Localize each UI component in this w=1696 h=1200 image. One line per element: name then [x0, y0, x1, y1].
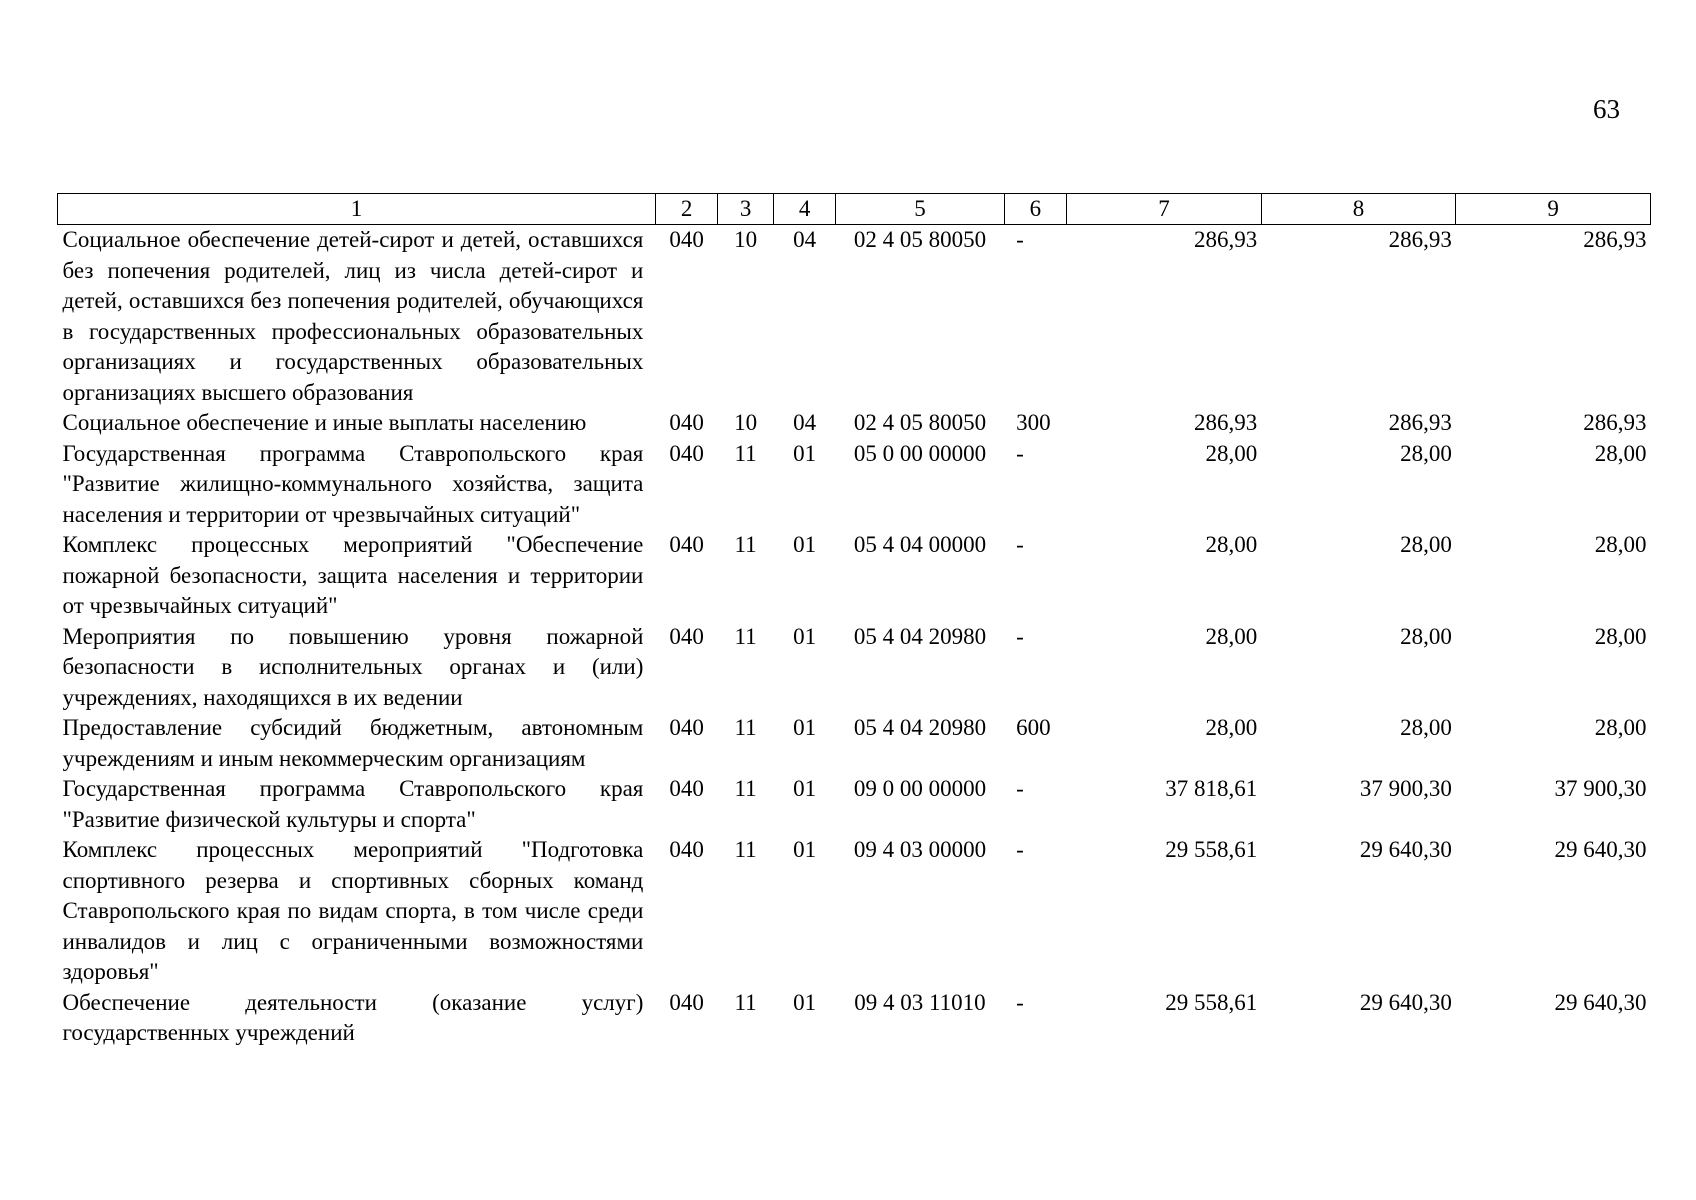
table-row — [58, 225, 1651, 409]
col-5-value: 09 4 03 11010 — [854, 989, 986, 1015]
col-5-value: 02 4 05 80050 — [853, 410, 987, 435]
col-5-value: 05 0 00 00000 — [853, 440, 987, 466]
header-col-5: 5 — [836, 194, 1004, 225]
col-6-value: - — [1016, 532, 1024, 557]
col-3-value: 11 — [734, 989, 757, 1015]
col-3-value: 10 — [734, 227, 758, 252]
row-name: Государственная программа Ставропольского края "Развитие физической культуры и спорта" — [62, 776, 644, 832]
col-9-amount: 29 640,30 — [1554, 989, 1647, 1015]
col-8-amount: 28,00 — [1400, 440, 1452, 466]
col-3-value: 11 — [734, 715, 757, 740]
col-9-amount: 28,00 — [1594, 623, 1647, 649]
table-row — [58, 408, 1651, 439]
col-7-amount: 37 818,61 — [1165, 776, 1258, 801]
col-5-value: 05 4 04 20980 — [853, 715, 987, 740]
col-4-value: 04 — [793, 227, 817, 252]
col-7-amount: 28,00 — [1205, 623, 1258, 649]
col-2-value: 040 — [669, 715, 704, 740]
col-7-amount: 29 558,61 — [1165, 989, 1258, 1015]
col-7-amount: 286,93 — [1194, 410, 1258, 435]
col-4-value: 01 — [793, 623, 817, 649]
header-col-9: 9 — [1456, 194, 1651, 225]
col-2-value: 040 — [669, 532, 704, 557]
col-6-value: - — [1016, 227, 1024, 252]
budget-table — [57, 193, 1651, 1049]
col-4-value: 01 — [793, 989, 817, 1015]
col-7-amount: 286,93 — [1194, 227, 1258, 252]
col-2-value: 040 — [669, 837, 704, 862]
col-9-amount: 29 640,30 — [1554, 837, 1647, 862]
col-4-value: 01 — [793, 532, 817, 557]
col-8-amount: 286,93 — [1388, 227, 1452, 252]
table-row — [58, 713, 1651, 774]
col-6-value: - — [1016, 776, 1024, 801]
col-9-amount: 37 900,30 — [1554, 776, 1647, 801]
header-row — [58, 194, 1651, 225]
col-6-value: - — [1016, 837, 1024, 862]
col-6-value: - — [1016, 989, 1024, 1015]
col-9-amount: 286,93 — [1583, 227, 1647, 252]
col-3-value: 11 — [734, 532, 757, 557]
col-6-value: 300 — [1016, 410, 1051, 435]
col-3-value: 11 — [734, 623, 757, 649]
col-5-value: 05 4 04 00000 — [853, 532, 987, 557]
header-col-6: 6 — [1004, 194, 1067, 225]
col-4-value: 01 — [793, 837, 817, 862]
col-8-amount: 286,93 — [1388, 410, 1452, 435]
col-2-value: 040 — [669, 410, 704, 435]
col-6-value: 600 — [1016, 715, 1051, 740]
col-4-value: 04 — [793, 410, 817, 435]
col-6-value: - — [1016, 623, 1024, 649]
row-name: Социальное обеспечение детей-сирот и детей, оставшихся без попечения родителей, лиц из числа детей-сирот и детей, оставшихся без попечения родителей, обучающихся в государственных профессиональных образовательных организациях и государственных образовательных организациях высшего образования — [62, 227, 644, 405]
row-name: Предоставление субсидий бюджетным, автономным учреждениям и иным некоммерческим организациям — [62, 715, 644, 771]
col-2-value: 040 — [669, 440, 704, 466]
col-4-value: 01 — [793, 440, 817, 466]
row-name: Комплекс процессных мероприятий "Обеспечение пожарной безопасности, защита населения и территории от чрезвычайных ситуаций" — [62, 532, 644, 618]
col-9-amount: 28,00 — [1594, 715, 1647, 740]
col-8-amount: 28,00 — [1400, 532, 1452, 557]
col-2-value: 040 — [669, 227, 704, 252]
row-name: Государственная программа Ставропольского края "Развитие жилищно-коммунального хозяйства, защита населения и территории от чрезвычайных ситуаций" — [62, 440, 644, 527]
row-name: Социальное обеспечение и иные выплаты населению — [62, 410, 587, 435]
col-2-value: 040 — [669, 776, 704, 801]
table-row — [58, 530, 1651, 622]
table-row — [58, 835, 1651, 988]
col-2-value: 040 — [669, 989, 704, 1015]
col-9-amount: 28,00 — [1594, 440, 1647, 466]
col-4-value: 01 — [793, 715, 817, 740]
table-row — [58, 774, 1651, 835]
col-3-value: 11 — [734, 440, 757, 466]
col-8-amount: 37 900,30 — [1359, 776, 1452, 801]
page-number: 63 — [1593, 94, 1620, 124]
header-col-4: 4 — [773, 194, 836, 225]
header-col-3: 3 — [718, 194, 773, 225]
col-6-value: - — [1016, 440, 1024, 466]
col-7-amount: 28,00 — [1205, 532, 1258, 557]
col-5-value: 02 4 05 80050 — [853, 227, 987, 252]
col-4-value: 01 — [793, 776, 817, 801]
row-name: Комплекс процессных мероприятий "Подготовка спортивного резерва и спортивных сборных команд Ставропольского края по видам спорта, в том числе среди инвалидов и лиц с ограниченными возможностями здоровья" — [62, 837, 644, 984]
col-3-value: 11 — [734, 776, 757, 801]
table-row — [58, 988, 1651, 1049]
col-9-amount: 28,00 — [1594, 532, 1647, 557]
col-7-amount: 28,00 — [1205, 715, 1258, 740]
col-5-value: 09 4 03 00000 — [853, 837, 987, 862]
table-body — [58, 225, 1651, 1049]
col-5-value: 09 0 00 00000 — [853, 776, 987, 801]
col-8-amount: 29 640,30 — [1359, 989, 1452, 1015]
row-name: Мероприятия по повышению уровня пожарной безопасности в исполнительных органах и (или) учреждениях, находящихся в их ведении — [62, 623, 644, 710]
header-col-8: 8 — [1261, 194, 1456, 225]
table-row — [58, 622, 1651, 714]
header-col-7: 7 — [1067, 194, 1262, 225]
header-col-1: 1 — [58, 194, 656, 225]
col-7-amount: 28,00 — [1205, 440, 1258, 466]
table-row — [58, 439, 1651, 531]
col-7-amount: 29 558,61 — [1165, 837, 1258, 862]
col-8-amount: 28,00 — [1400, 623, 1452, 649]
col-3-value: 10 — [734, 410, 758, 435]
row-name: Обеспечение деятельности (оказание услуг) государственных учреждений — [62, 989, 644, 1045]
col-3-value: 11 — [734, 837, 757, 862]
col-2-value: 040 — [669, 623, 704, 649]
col-8-amount: 28,00 — [1400, 715, 1452, 740]
col-8-amount: 29 640,30 — [1359, 837, 1452, 862]
col-9-amount: 286,93 — [1583, 410, 1647, 435]
header-col-2: 2 — [655, 194, 718, 225]
col-5-value: 05 4 04 20980 — [853, 623, 987, 649]
table-header — [58, 194, 1651, 225]
